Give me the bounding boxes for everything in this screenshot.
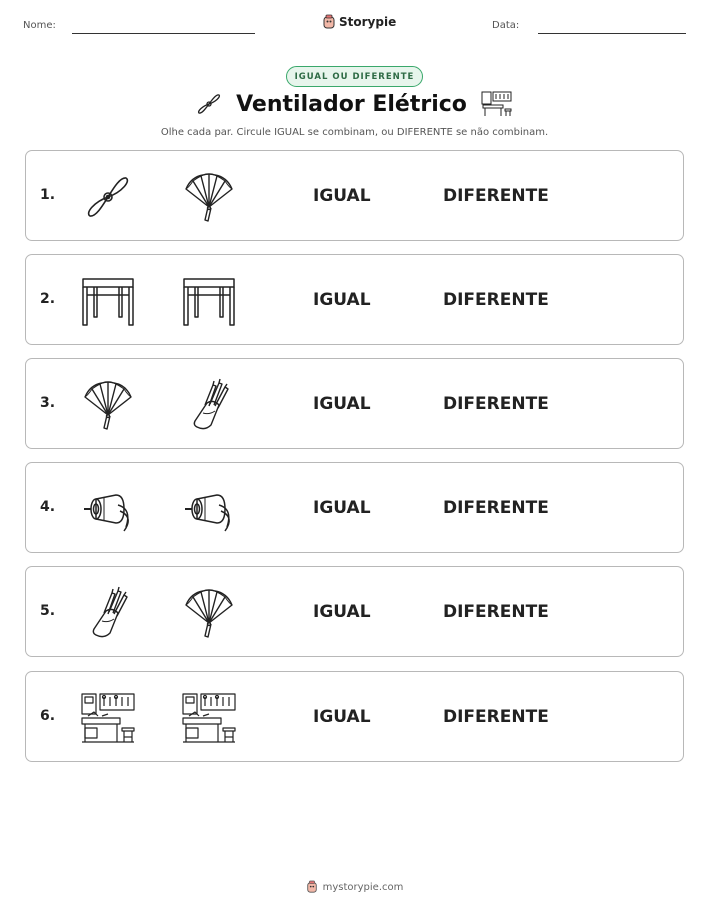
diferente-option[interactable]: DIFERENTE <box>443 707 549 727</box>
diferente-option[interactable]: DIFERENTE <box>443 394 549 414</box>
row-number: 6. <box>40 708 56 724</box>
match-row-1 <box>25 150 684 241</box>
brand-logo <box>322 14 396 30</box>
igual-option[interactable]: IGUAL <box>313 186 371 206</box>
igual-option[interactable]: IGUAL <box>313 498 371 518</box>
match-row-2 <box>25 254 684 345</box>
date-label: Data: <box>492 20 520 31</box>
name-label: Nome: <box>23 20 56 31</box>
match-row-4 <box>25 462 684 553</box>
diferente-option[interactable]: DIFERENTE <box>443 290 549 310</box>
row-image-left <box>80 377 136 433</box>
motor-icon <box>80 481 136 537</box>
motor-icon <box>181 481 237 537</box>
diferente-option[interactable]: DIFERENTE <box>443 498 549 518</box>
instructions: Olhe cada par. Circule IGUAL se combinam, ou DIFERENTE se não combinam. <box>160 127 549 138</box>
wires-icon <box>80 585 136 641</box>
diferente-option[interactable]: DIFERENTE <box>443 186 549 206</box>
row-image-right <box>181 690 237 746</box>
row-image-left <box>80 273 136 329</box>
row-image-right <box>181 481 237 537</box>
igual-option[interactable]: IGUAL <box>313 707 371 727</box>
storypie-mascot-icon <box>322 14 336 30</box>
activity-badge: IGUAL OU DIFERENTE <box>286 66 423 87</box>
date-field[interactable] <box>538 33 686 34</box>
match-row-6 <box>25 671 684 762</box>
footer-url[interactable]: mystorypie.com <box>322 881 404 893</box>
hand-fan-icon <box>80 377 136 433</box>
workshop-icon <box>181 690 237 746</box>
row-image-left <box>80 481 136 537</box>
name-field[interactable] <box>72 33 255 34</box>
row-number: 5. <box>40 603 56 619</box>
propeller-icon <box>196 91 222 117</box>
table-icon <box>80 273 136 329</box>
brand-name: Storypie <box>339 15 397 29</box>
row-image-left <box>80 690 136 746</box>
wires-icon <box>181 377 237 433</box>
match-row-3 <box>25 358 684 449</box>
match-row-5 <box>25 566 684 657</box>
row-image-right <box>181 169 237 225</box>
storypie-mascot-icon <box>306 880 318 894</box>
row-image-right <box>181 377 237 433</box>
row-image-left <box>80 585 136 641</box>
diferente-option[interactable]: DIFERENTE <box>443 602 549 622</box>
row-number: 3. <box>40 395 56 411</box>
footer <box>0 880 709 894</box>
row-number: 4. <box>40 499 56 515</box>
row-image-right <box>181 273 237 329</box>
page-title: Ventilador Elétrico <box>236 91 467 117</box>
igual-option[interactable]: IGUAL <box>313 290 371 310</box>
row-number: 2. <box>40 291 56 307</box>
workshop-icon <box>80 690 136 746</box>
igual-option[interactable]: IGUAL <box>313 394 371 414</box>
row-image-right <box>181 585 237 641</box>
table-icon <box>181 273 237 329</box>
propeller-icon <box>80 169 136 225</box>
hand-fan-icon <box>181 585 237 641</box>
row-number: 1. <box>40 187 56 203</box>
workshop-icon <box>481 90 513 118</box>
hand-fan-icon <box>181 169 237 225</box>
row-image-left <box>80 169 136 225</box>
igual-option[interactable]: IGUAL <box>313 602 371 622</box>
title-row <box>0 90 709 118</box>
